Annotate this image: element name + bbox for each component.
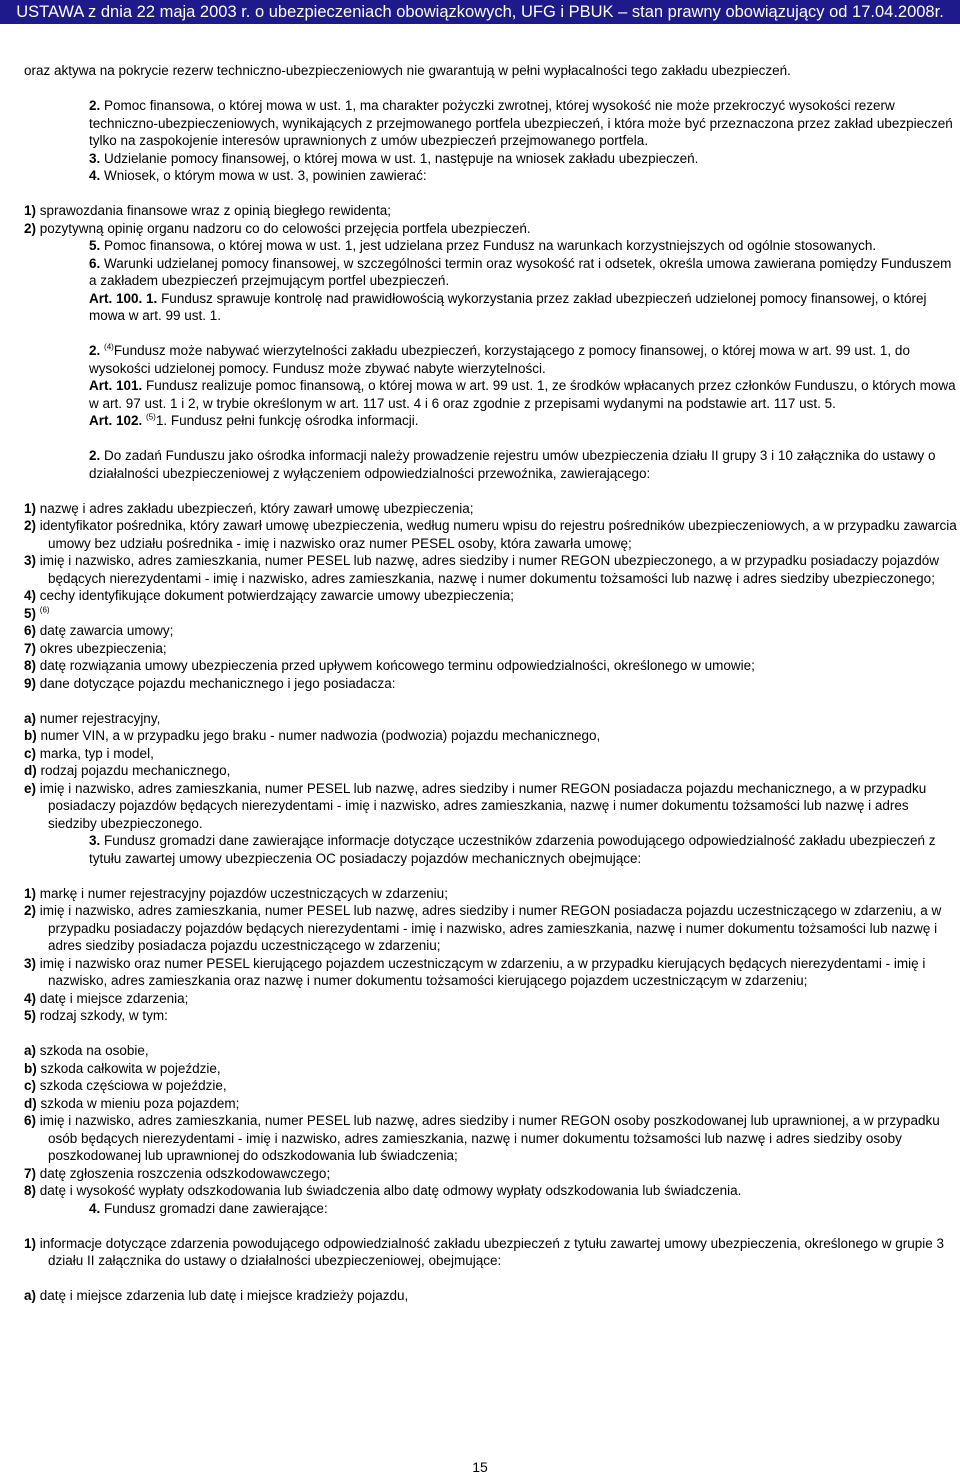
list-item	[24, 1095, 958, 1113]
item-number: a)	[24, 710, 37, 726]
list-item	[24, 587, 958, 605]
paragraph	[24, 150, 958, 168]
item-number: 3)	[24, 553, 37, 568]
paragraph-text: Fundusz może nabywać wierzytelności zakładu ubezpieczeń, korzystającego z pomocy finansowej, o której mowa w art. 99 ust. 1, do wysokości udzielonej pomocy. Fundusz może zbywać nabyte wierzytelności.	[89, 343, 910, 376]
item-number: 2)	[24, 220, 37, 236]
item-number: Art. 100. 1.	[89, 290, 158, 306]
item-number: 4)	[24, 588, 37, 603]
list-item	[24, 622, 958, 640]
item-number: c)	[24, 1078, 37, 1093]
paragraph-text: szkoda na osobie,	[39, 1043, 149, 1058]
paragraph-text: datę i miejsce zdarzenia;	[39, 990, 189, 1006]
blank-line	[24, 80, 958, 98]
item-number: 2.	[89, 98, 101, 113]
footnote-ref: (4)	[104, 342, 114, 352]
paragraph-text: datę rozwiązania umowy ubezpieczenia przed upływem końcowego terminu odpowiedzialności, określonego w umowie;	[39, 658, 755, 673]
blank-line	[24, 185, 958, 203]
item-number: 6.	[89, 255, 101, 271]
list-item	[24, 885, 958, 903]
paragraph-text: Warunki udzielanej pomocy finansowej, w szczególności termin oraz wysokość rat i odsetek, określa umowa zawierana pomiędzy Funduszem a zakładem ubezpieczeń przejmującym portfel ubezpieczeń.	[89, 255, 952, 288]
item-number: 3)	[24, 955, 37, 971]
paragraph-text: Fundusz gromadzi dane zawierające:	[104, 1200, 328, 1216]
paragraph-text: marka, typ i model,	[39, 745, 154, 761]
paragraph	[24, 97, 958, 150]
item-number: d)	[24, 763, 37, 778]
list-item	[24, 955, 958, 990]
paragraph	[24, 290, 958, 325]
list-item	[24, 1235, 958, 1270]
list-item	[24, 517, 958, 552]
paragraph	[24, 832, 958, 867]
item-number: a)	[24, 1288, 37, 1303]
list-item	[24, 902, 958, 955]
list-item	[24, 990, 958, 1008]
list-item	[24, 552, 958, 587]
paragraph-text: Pomoc finansowa, o której mowa w ust. 1, jest udzielana przez Fundusz na warunkach korzystniejszych od ogólnie stosowanych.	[104, 238, 877, 253]
list-item	[24, 1077, 958, 1095]
paragraph	[24, 447, 958, 482]
paragraph	[24, 412, 958, 430]
paragraph-text: szkoda w mieniu poza pojazdem;	[40, 1095, 240, 1111]
item-number: 5.	[89, 238, 101, 253]
item-number: 7)	[24, 640, 37, 656]
item-number: 1)	[24, 500, 37, 516]
paragraph-text: sprawozdania finansowe wraz z opinią biegłego rewidenta;	[39, 203, 391, 218]
paragraph-text: szkoda całkowita w pojeździe,	[40, 1060, 221, 1076]
paragraph	[24, 342, 958, 377]
footnote-ref: (5)	[146, 412, 156, 422]
paragraph-text: imię i nazwisko, adres zamieszkania, numer PESEL lub nazwę, adres siedziby i numer REGON osoby poszkodowanej lub uprawnionej, a w przypadku osób będących nierezydentami - imię i nazwisko, adres zamieszkania, nazwę i numer dokumentu tożsamości lub nazwę i adres siedziby osoby poszkodowanej lub uprawnionej do odszkodowania lub świadczenia;	[39, 1113, 940, 1163]
paragraph-text: imię i nazwisko, adres zamieszkania, numer PESEL lub nazwę, adres siedziby i numer REGON posiadacza pojazdu uczestniczącego w zdarzeniu, a w przypadku posiadaczy pojazdów będących nierezydentami - imię i nazwisko, adres zamieszkania, nazwę i numer dokumentu tożsamości lub nazwę i adres siedziby posiadacza pojazdu uczestniczącego w zdarzeniu;	[39, 903, 942, 953]
document-body	[24, 62, 958, 1305]
item-number: b)	[24, 728, 37, 743]
paragraph-text: rodzaj pojazdu mechanicznego,	[40, 763, 231, 778]
paragraph-text: imię i nazwisko, adres zamieszkania, numer PESEL lub nazwę, adres siedziby i numer REGON posiadacza pojazdu mechanicznego, a w przypadku posiadaczy pojazdów będących nierezydentami - imię i nazwisko, adres zamieszkania, nazwę i numer dokumentu tożsamości lub nazwę i adres siedziby ubezpieczonego.	[39, 780, 927, 831]
list-item	[24, 780, 958, 833]
paragraph-text: Wniosek, o którym mowa w ust. 3, powinien zawierać:	[104, 168, 427, 183]
item-number: 9)	[24, 675, 37, 691]
item-number: 1)	[24, 203, 37, 218]
paragraph-text: datę zgłoszenia roszczenia odszkodowawczego;	[39, 1165, 331, 1181]
blank-line	[24, 482, 958, 500]
item-number: d)	[24, 1095, 37, 1111]
item-number: 2)	[24, 903, 37, 918]
item-number: 2.	[89, 448, 101, 463]
list-item	[24, 1060, 958, 1078]
paragraph-text: datę zawarcia umowy;	[39, 623, 174, 638]
page-header: USTAWA z dnia 22 maja 2003 r. o ubezpieczeniach obowiązkowych, UFG i PBUK – stan prawny obowiązujący od 17.04.2008r.	[0, 0, 960, 24]
paragraph-text: Udzielanie pomocy finansowej, o której mowa w ust. 1, następuje na wniosek zakładu ubezpieczeń.	[104, 150, 699, 166]
paragraph-text: Pomoc finansowa, o której mowa w ust. 1, ma charakter pożyczki zwrotnej, której wysokość nie może przekroczyć wysokości rezerw techniczno-ubezpieczeniowych, wynikających z przejmowanego portfela ubezpieczeń, i która może być przeznaczona przez zakład ubezpieczeń tylko na zaspokojenie interesów uprawnionych z umów ubezpieczeń przejmowanego portfela.	[89, 98, 953, 148]
blank-line	[24, 1025, 958, 1043]
paragraph-text: 1. Fundusz pełni funkcję ośrodka informacji.	[155, 413, 419, 428]
item-number: Art. 101.	[89, 378, 143, 393]
list-item	[24, 1112, 958, 1165]
paragraph-text: imię i nazwisko, adres zamieszkania, numer PESEL lub nazwę, adres siedziby i numer REGON ubezpieczonego, a w przypadku posiadaczy pojazdów będących nierezydentami - imię i nazwisko, adres zamieszkania, nazwę i numer dokumentu tożsamości lub nazwę i adres siedziby ubezpieczonego;	[39, 553, 939, 586]
paragraph-text: Fundusz sprawuje kontrolę nad prawidłowością wykorzystania przez zakład ubezpieczeń udzielonej pomocy finansowej, o której mowa w art. 99 ust. 1.	[89, 290, 927, 323]
item-number: 8)	[24, 1183, 37, 1198]
item-number: 3.	[89, 833, 101, 848]
page-number: 15	[472, 1459, 488, 1475]
paragraph-text: pozytywną opinię organu nadzoru co do celowości przejęcia portfela ubezpieczeń.	[39, 220, 531, 236]
paragraph-text: Fundusz gromadzi dane zawierające informacje dotyczące uczestników zdarzenia powodującego odpowiedzialność zakładu ubezpieczeń z tytułu zawartej umowy ubezpieczenia OC posiadaczy pojazdów mechanicznych obejmujące:	[89, 833, 936, 866]
list-item	[24, 202, 958, 220]
item-number: 6)	[24, 1113, 37, 1128]
paragraph-text: okres ubezpieczenia;	[39, 640, 167, 656]
list-item	[24, 710, 958, 728]
item-number: e)	[24, 780, 37, 796]
paragraph-text: rodzaj szkody, w tym:	[39, 1008, 168, 1023]
paragraph-text: nazwę i adres zakładu ubezpieczeń, który zawarł umowę ubezpieczenia;	[39, 500, 474, 516]
item-number: 4)	[24, 990, 37, 1006]
list-item	[24, 675, 958, 693]
item-number: 4.	[89, 168, 101, 183]
list-item	[24, 1165, 958, 1183]
paragraph-text: datę i miejsce zdarzenia lub datę i miejsce kradzieży pojazdu,	[39, 1288, 409, 1303]
paragraph	[24, 377, 958, 412]
blank-line	[24, 1270, 958, 1288]
blank-line	[24, 692, 958, 710]
item-number: 6)	[24, 623, 37, 638]
item-number: 1)	[24, 1235, 37, 1251]
paragraph-text: szkoda częściowa w pojeździe,	[39, 1078, 227, 1093]
paragraph-text: markę i numer rejestracyjny pojazdów uczestniczących w zdarzeniu;	[39, 885, 448, 901]
list-item	[24, 1182, 958, 1200]
paragraph-text: Fundusz realizuje pomoc finansową, o której mowa w art. 99 ust. 1, ze środków wpłacanych przez członków Funduszu, o których mowa w art. 97 ust. 1 i 2, w trybie określonym w art. 117 ust. 4 i 6 oraz zgodnie z przepisami wydanymi na podstawie art. 117 ust. 5.	[89, 378, 956, 411]
list-item	[24, 727, 958, 745]
list-item	[24, 640, 958, 658]
paragraph-text: numer VIN, a w przypadku jego braku - numer nadwozia (podwozia) pojazdu mechanicznego,	[40, 728, 601, 743]
item-number: b)	[24, 1060, 37, 1076]
item-number: 7)	[24, 1165, 37, 1181]
footnote-ref: (6)	[39, 605, 50, 614]
paragraph	[24, 237, 958, 255]
list-item	[24, 657, 958, 675]
paragraph-text: dane dotyczące pojazdu mechanicznego i jego posiadacza:	[39, 675, 396, 691]
blank-line	[24, 1217, 958, 1235]
blank-line	[24, 430, 958, 448]
paragraph	[24, 62, 958, 80]
blank-line	[24, 325, 958, 343]
list-item	[24, 605, 958, 623]
paragraph-text: numer rejestracyjny,	[39, 710, 161, 726]
paragraph-text: oraz aktywa na pokrycie rezerw techniczno-ubezpieczeniowych nie gwarantują w pełni wypłacalności tego zakładu ubezpieczeń.	[24, 63, 791, 78]
list-item	[24, 1007, 958, 1025]
item-number: Art. 102.	[89, 413, 143, 428]
paragraph-text: datę i wysokość wypłaty odszkodowania lub świadczenia albo datę odmowy wypłaty odszkodowania lub świadczenia.	[39, 1183, 742, 1198]
list-item	[24, 220, 958, 238]
item-number: c)	[24, 745, 37, 761]
paragraph	[24, 255, 958, 290]
item-number: 3.	[89, 150, 101, 166]
list-item	[24, 745, 958, 763]
item-number: a)	[24, 1043, 37, 1058]
paragraph-text: Do zadań Funduszu jako ośrodka informacji należy prowadzenie rejestru umów ubezpieczenia działu II grupy 3 i 10 załącznika do ustawy o działalności ubezpieczeniowej z wyłączeniem odpowiedzialności przewoźnika, zawierającego:	[89, 448, 936, 481]
paragraph	[24, 167, 958, 185]
blank-line	[24, 867, 958, 885]
list-item	[24, 500, 958, 518]
paragraph-text: imię i nazwisko oraz numer PESEL kierującego pojazdem uczestniczącym w zdarzeniu, a w przypadku kierujących będących nierezydentami - imię i nazwisko, adres zamieszkania oraz nazwę i numer dokumentu tożsamości kierującego pojazdem uczestniczącym w zdarzeniu;	[39, 955, 926, 988]
paragraph-text: identyfikator pośrednika, który zawarł umowę ubezpieczenia, według numeru wpisu do rejestru pośredników ubezpieczeniowych, a w przypadku zawarcia umowy bez udziału pośrednika - imię i nazwisko oraz numer PESEL osoby, która zawarła umowę;	[39, 518, 957, 551]
paragraph-text: cechy identyfikujące dokument potwierdzający zawarcie umowy ubezpieczenia;	[39, 588, 515, 603]
item-number: 5)	[24, 605, 37, 621]
item-number: 1)	[24, 885, 37, 901]
item-number: 8)	[24, 658, 37, 673]
paragraph-text: informacje dotyczące zdarzenia powodującego odpowiedzialność zakładu ubezpieczeń z tytułu zawartej umowy ubezpieczenia, określonego w grupie 3 działu II załącznika do ustawy o działalności ubezpieczeniowej, obejmujące:	[39, 1235, 945, 1268]
item-number: 5)	[24, 1008, 37, 1023]
list-item	[24, 1042, 958, 1060]
item-number: 4.	[89, 1200, 101, 1216]
list-item	[24, 762, 958, 780]
list-item	[24, 1287, 958, 1305]
item-number: 2)	[24, 518, 37, 533]
item-number: 2.	[89, 343, 101, 358]
paragraph	[24, 1200, 958, 1218]
